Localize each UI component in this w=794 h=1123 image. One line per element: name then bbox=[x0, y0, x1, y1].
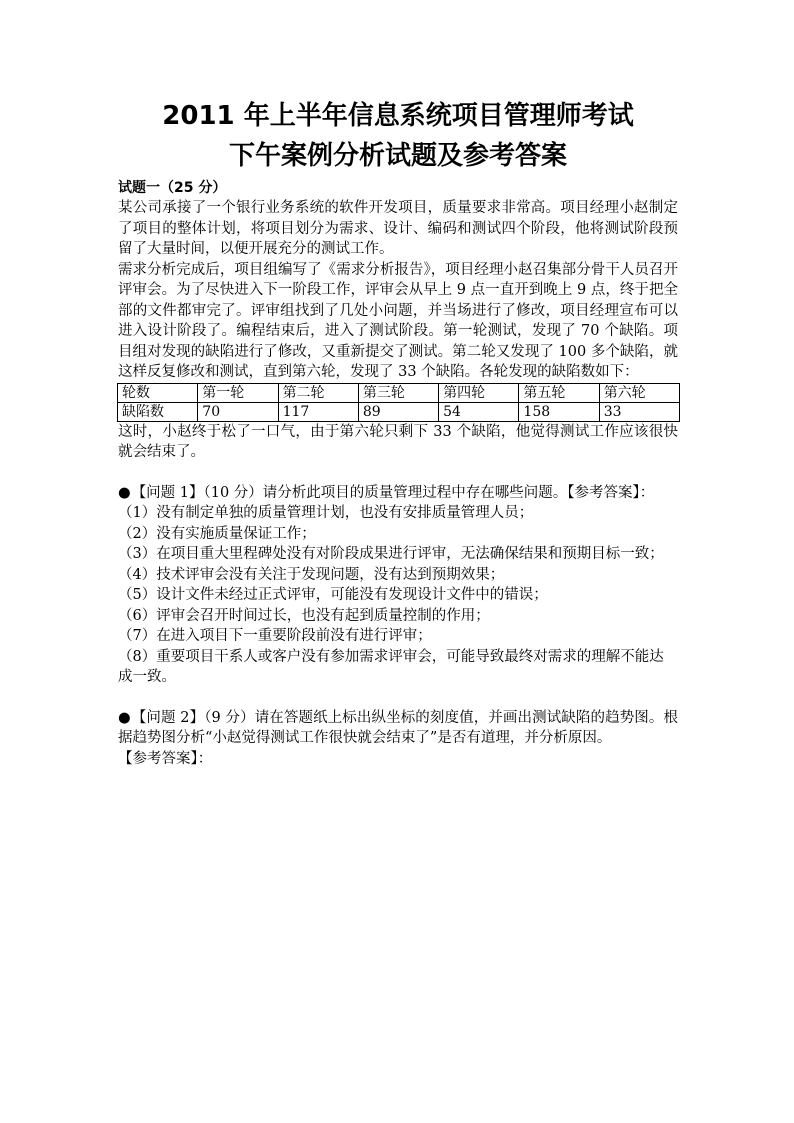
section1-paragraph1: 某公司承接了一个银行业务系统的软件开发项目，质量要求非常高。项目经理小赵制定了项目的整体计划，将项目划分为需求、设计、编码和测试四个阶段，他将测试阶段预留了大量时间，以便开展充分的测试工作。 bbox=[118, 200, 678, 257]
table-cell: 89 bbox=[358, 402, 438, 421]
table-cell: 第六轮 bbox=[599, 383, 679, 402]
question1-prompt: 【问题 1】（10 分）请分析此项目的质量管理过程中存在哪些问题。【参考答案】： bbox=[131, 484, 655, 501]
section1-heading: 试题一（25 分） bbox=[118, 180, 227, 196]
list-item: （7）在进入项目下一重要阶段前没有进行评审； bbox=[118, 628, 432, 644]
question2-answer-label: 【参考答案】： bbox=[118, 750, 213, 767]
document-title-line1: 2011 年上半年信息系统项目管理师考试 bbox=[162, 101, 634, 131]
bullet-icon: ● bbox=[118, 484, 131, 501]
table-cell: 缺陷数 bbox=[118, 402, 198, 421]
list-item: （8）重要项目干系人或客户没有参加需求评审会，可能导致最终对需求的理解不能达成一致。 bbox=[118, 648, 664, 685]
table-cell: 第四轮 bbox=[439, 383, 519, 402]
document-title-line2: 下午案例分析试题及参考答案 bbox=[228, 141, 567, 171]
list-item: （3）在项目重大里程碑处没有对阶段成果进行评审，无法确保结果和预期目标一致； bbox=[118, 546, 664, 562]
question1-text bbox=[118, 483, 678, 504]
table-cell: 第一轮 bbox=[198, 383, 278, 402]
list-item: （5）设计文件未经过正式评审，可能没有发现设计文件中的错误； bbox=[118, 587, 548, 603]
bullet-icon: ● bbox=[118, 709, 131, 726]
table-cell: 第二轮 bbox=[278, 383, 358, 402]
document-page bbox=[118, 96, 678, 769]
table-cell: 54 bbox=[439, 402, 519, 421]
table-cell: 第五轮 bbox=[519, 383, 599, 402]
section1-paragraph3: 这时，小赵终于松了一口气，由于第六轮只剩下 33 个缺陷，他觉得测试工作应该很快就会结束了。 bbox=[118, 423, 678, 460]
table-cell: 70 bbox=[198, 402, 278, 421]
section1-paragraph2: 需求分析完成后，项目组编写了《需求分析报告》，项目经理小赵召集部分骨干人员召开评审会。为了尽快进入下一阶段工作，评审会从早上 9 点一直开到晚上 9 点，终于把全部的文件都审完了。评审组找到了几处小问题，并当场进行了修改，项目经理宣布可以进入设计阶段了。编程结束后，进入了测试阶段。第一轮测试，发现了 70 个缺陷。项目组对发现的缺陷进行了修改，又重新提交了测试。第二轮又发现了 100 多个缺陷，就这样反复修改和测试，直到第六轮，发现了 33 个缺陷。各轮发现的缺陷数如下： bbox=[118, 261, 678, 380]
table-cell: 117 bbox=[278, 402, 358, 421]
list-item: （4）技术评审会没有关注于发现问题，没有达到预期效果； bbox=[118, 566, 505, 583]
defect-count-table bbox=[117, 383, 680, 422]
table-cell: 33 bbox=[599, 402, 679, 421]
table-cell: 158 bbox=[519, 402, 599, 421]
list-item: （2）没有实施质量保证工作； bbox=[118, 525, 316, 542]
question2-text bbox=[118, 708, 678, 749]
table-cell: 第三轮 bbox=[358, 383, 438, 402]
table-cell: 轮数 bbox=[118, 383, 198, 402]
table-header-row bbox=[118, 383, 680, 402]
table-row bbox=[118, 402, 680, 421]
question2-prompt: 【问题 2】（9 分）请在答题纸上标出纵坐标的刻度值，并画出测试缺陷的趋势图。根据趋势图分析“小赵觉得测试工作很快就会结束了”是否有道理，并分析原因。 bbox=[118, 709, 679, 746]
list-item: （1）没有制定单独的质量管理计划，也没有安排质量管理人员； bbox=[118, 505, 534, 521]
list-item: （6）评审会召开时间过长，也没有起到质量控制的作用； bbox=[118, 607, 490, 624]
